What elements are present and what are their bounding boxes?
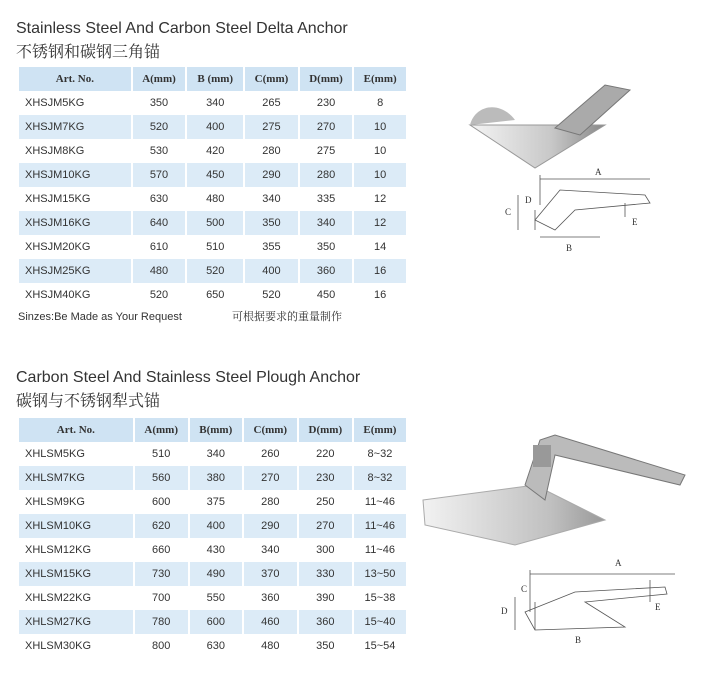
table-cell: 730 [135,562,188,586]
table-cell: 510 [152,447,171,460]
column-header: C(mm) [244,418,297,442]
table-cell: 12 [374,192,387,205]
table-cell: 15~38 [364,591,396,604]
table-cell: 330 [299,562,352,586]
table-cell: 480 [261,639,280,652]
table-cell: 270 [244,466,297,490]
table-cell: 275 [316,144,336,157]
table-cell: 270 [299,514,352,538]
table-header [19,67,406,91]
table-cell: 400 [190,514,242,538]
plough-title-cn: 碳钢与不锈钢犁式锚 [16,393,161,410]
delta-anchor-photo [455,80,655,170]
table-cell: 510 [206,240,225,253]
table-cell: XHSJM7KG [19,115,131,139]
table-cell: 800 [152,639,171,652]
size-note-cn: 可根据要求的重量制作 [232,311,342,323]
table-cell: 360 [299,610,352,634]
table-cell: 280 [300,163,353,187]
table-cell: 340 [300,211,353,235]
column-header: E(mm) [354,418,406,442]
table-cell: 360 [261,591,280,604]
table-cell: 265 [262,96,281,109]
table-row [19,586,406,610]
table-cell: 610 [149,240,169,253]
plough-spec-table [17,418,408,658]
diagram-label-b: B [566,243,573,253]
table-cell: 520 [187,259,243,283]
column-header: C(mm) [245,67,298,91]
table-cell: 350 [316,639,335,652]
table-cell: 230 [299,466,352,490]
diagram-label-b: B [575,635,582,645]
table-cell: 660 [152,543,171,556]
table-row [19,514,406,538]
table-cell: 260 [261,447,280,460]
table-cell: 340 [206,96,225,109]
table-cell: 530 [149,144,169,157]
table-cell: 10 [354,163,406,187]
column-header: D(mm) [299,418,352,442]
table-cell: 12 [354,211,406,235]
table-row [19,115,406,139]
table-row [19,490,406,514]
table-cell: 275 [245,115,298,139]
table-cell: XHSJM10KG [19,163,131,187]
table-cell: 520 [133,115,186,139]
table-cell: 500 [187,211,243,235]
table-cell: 390 [316,591,335,604]
table-cell: 270 [300,115,353,139]
table-cell: 700 [152,591,171,604]
table-cell: 630 [149,192,169,205]
table-cell: 650 [206,288,225,301]
table-row [19,283,406,307]
plough-title: Carbon Steel And Stainless Steel Plough Anchor [16,369,361,386]
diagram-label-c: C [505,207,512,217]
table-cell: XHLSM5KG [25,447,85,460]
diagram-label-e: E [655,602,661,612]
table-cell: 350 [316,240,336,253]
table-row [19,466,406,490]
table-cell: 520 [149,288,169,301]
column-header: B(mm) [190,418,242,442]
table-row [19,91,406,115]
table-cell: 450 [316,288,336,301]
table-cell: XHLSM7KG [19,466,133,490]
column-header: Art. No. [19,67,131,91]
table-cell: 430 [206,543,225,556]
plough-anchor-diagram [495,552,685,647]
table-cell: XHLSM30KG [25,639,92,652]
table-cell: XHLSM12KG [25,543,92,556]
table-cell: 16 [354,259,406,283]
table-cell: XHLSM27KG [19,610,133,634]
table-cell: 350 [245,211,298,235]
table-cell: 480 [206,192,225,205]
column-header: B (mm) [187,67,243,91]
table-cell: XHSJM40KG [25,288,91,301]
diagram-label-d: D [501,606,508,616]
table-cell: XHSJM15KG [25,192,91,205]
table-row [19,610,406,634]
table-cell: 8 [377,96,384,109]
table-cell: 340 [261,543,280,556]
diagram-label-e: E [632,217,638,227]
table-cell: 460 [244,610,297,634]
table-cell: 8~32 [367,447,393,460]
table-row [19,163,406,187]
table-cell: 15~54 [364,639,396,652]
delta-title: Stainless Steel And Carbon Steel Delta Anchor [16,20,348,37]
table-cell: 360 [300,259,353,283]
table-cell: 380 [190,466,242,490]
table-cell: XHSJM16KG [19,211,131,235]
table-cell: 620 [135,514,188,538]
table-row [19,259,406,283]
table-cell: 10 [374,144,387,157]
diagram-label-c: C [521,584,528,594]
table-cell: 340 [262,192,281,205]
table-cell: 11~46 [354,514,406,538]
table-cell: 600 [190,610,242,634]
delta-anchor-diagram [500,165,665,257]
table-cell: XHSJM20KG [25,240,91,253]
table-cell: 560 [135,466,188,490]
table-cell: 340 [206,447,225,460]
diagram-label-a: A [595,167,602,177]
table-cell: 400 [187,115,243,139]
table-cell: 16 [374,288,387,301]
table-cell: 375 [206,495,225,508]
table-row [19,562,406,586]
diagram-label-a: A [615,558,622,568]
size-note: Sinzes:Be Made as Your Request [18,311,182,323]
column-header: D(mm) [300,67,353,91]
table-cell: 550 [206,591,225,604]
table-cell: 10 [354,115,406,139]
table-cell: 630 [206,639,225,652]
table-cell: 420 [206,144,225,157]
table-cell: XHLSM22KG [25,591,92,604]
table-cell: 490 [190,562,242,586]
table-row [19,211,406,235]
table-row [19,187,406,211]
column-header: A(mm) [133,67,186,91]
table-cell: 8~32 [354,466,406,490]
table-cell: 230 [316,96,336,109]
table-cell: 570 [133,163,186,187]
table-cell: 13~50 [354,562,406,586]
table-cell: 15~40 [354,610,406,634]
table-cell: XHSJM8KG [25,144,85,157]
table-row [19,442,406,466]
table-row [19,139,406,163]
table-cell: 780 [135,610,188,634]
table-cell: 355 [262,240,281,253]
table-cell: 400 [245,259,298,283]
table-cell: 335 [316,192,336,205]
table-cell: 280 [261,495,280,508]
table-cell: 370 [244,562,297,586]
table-cell: 11~46 [364,495,395,508]
table-cell: XHLSM15KG [19,562,133,586]
table-cell: 11~46 [364,543,395,556]
table-cell: 14 [374,240,387,253]
table-cell: 640 [133,211,186,235]
diagram-label-d: D [525,195,532,205]
table-cell: 520 [262,288,281,301]
table-row [19,538,406,562]
table-row [19,235,406,259]
table-cell: 250 [316,495,335,508]
table-cell: XHSJM5KG [25,96,85,109]
delta-spec-table [17,67,408,307]
plough-anchor-photo [415,415,695,550]
column-header: E(mm) [354,67,406,91]
table-cell: 220 [316,447,335,460]
table-row [19,634,406,658]
column-header: Art. No. [19,418,133,442]
table-cell: 350 [149,96,169,109]
table-cell: XHLSM10KG [19,514,133,538]
table-cell: 280 [262,144,281,157]
table-header [19,418,406,442]
table-cell: 600 [152,495,171,508]
table-cell: 290 [244,514,297,538]
table-cell: XHLSM9KG [25,495,85,508]
column-header: A(mm) [135,418,188,442]
delta-title-cn: 不锈钢和碳钢三角锚 [16,44,161,61]
table-cell: 480 [133,259,186,283]
table-cell: 450 [187,163,243,187]
table-cell: XHSJM25KG [19,259,131,283]
table-cell: 300 [316,543,335,556]
table-cell: 290 [245,163,298,187]
